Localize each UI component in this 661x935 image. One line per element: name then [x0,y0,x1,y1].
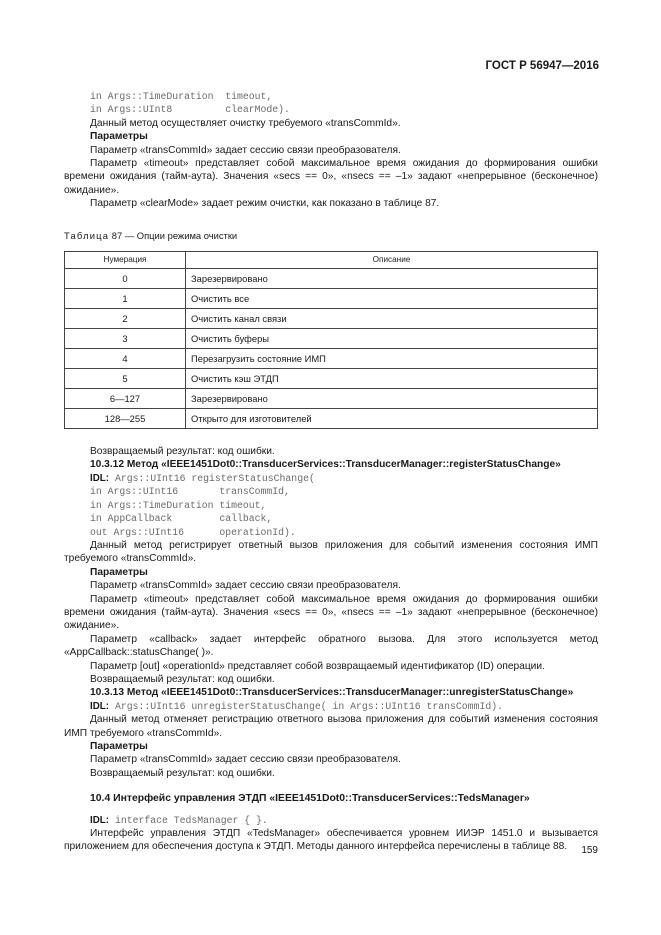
table-cell: 3 [65,329,186,349]
code-line: in AppCallback callback, [90,513,273,525]
table-cell: Открыто для изготовителей [186,409,598,429]
table-row [65,349,598,369]
idl-line [64,472,598,485]
table-cell: 2 [65,309,186,329]
paragraph: Данный метод отменяет регистрацию ответного вызова приложения для событий изменения состояния ИМП требуемого «transCommId». [64,714,598,739]
idl-label: IDL: [90,700,110,712]
table-cell: Очистить кэш ЭТДП [186,369,598,389]
paragraph: Данный метод регистрирует ответный вызов приложения для событий изменения состояния ИМП требуемого «transCommId». [64,539,598,565]
paragraph: Параметр «transCommId» задает сессию связи преобразователя. [90,144,401,156]
code-line: in Args::TimeDuration timeout, [90,91,273,102]
table-cell: Очистить канал связи [186,309,598,329]
code-line: out Args::UInt16 operationId). [90,526,296,538]
paragraph: Параметр «callback» задает интерфейс обратного вызова. Для этого используется метод «AppCallback::statusChange( )». [64,633,598,659]
table-row [65,409,598,429]
table-header-row [65,252,598,269]
table-cell: Зарезервировано [186,269,598,289]
table-row [65,329,598,349]
paragraph: Параметр «transCommId» задает сессию связи преобразователя. [90,580,401,592]
table-cell: 4 [65,349,186,369]
section-heading: 10.3.13 Метод «IEEE1451Dot0::TransducerServices::TransducerManager::unregisterStatusChange» [90,687,574,699]
document-header: ГОСТ Р 56947—2016 [485,60,599,72]
table-row [65,289,598,309]
page-content [64,90,598,854]
table-cell: 5 [65,369,186,389]
idl-label: IDL: [90,472,110,484]
column-header: Описание [186,252,598,269]
paragraph: Параметр [out] «operationId» представляет собой возвращаемый идентификатор (ID) операции. [90,660,545,672]
paragraph: Параметр «transCommId» задает сессию связи преобразователя. [90,754,401,766]
table-row [65,369,598,389]
idl-line [64,814,598,827]
paragraph: Возвращаемый результат: код ошибки. [90,767,275,779]
table-cell: 1 [65,289,186,309]
section-heading: 10.3.12 Метод «IEEE1451Dot0::TransducerServices::TransducerManager::registerStatusChange» [90,459,561,471]
params-heading: Параметры [90,566,148,578]
params-heading: Параметры [90,131,148,143]
code-line: in Args::UInt8 clearMode). [90,104,290,116]
code-line: in Args::TimeDuration timeout, [90,499,267,511]
table-cell: Перезагрузить состояние ИМП [186,349,598,369]
paragraph: Интерфейс управления ЭТДП «TedsManager» обеспечивается уровнем ИИЭР 1451.0 и вызывается приложением для обеспечения доступа к ЭТДП. Методы данного интерфейса перечислены в таблице 88. [64,828,598,853]
paragraph: Параметр «clearMode» задает режим очистки, как показано в таблице 87. [90,198,440,210]
code-line: in Args::UInt16 transCommId, [90,486,290,498]
idl-label: IDL: [90,814,110,826]
table-cell: 6—127 [65,389,186,409]
table-row [65,269,598,289]
column-header: Нумерация [65,252,186,269]
paragraph: Возвращаемый результат: код ошибки. [90,446,275,458]
table-cell: Зарезервировано [186,389,598,409]
table-caption-text: 87 — Опции режима очистки [111,229,238,241]
table-cell: Очистить буферы [186,329,598,349]
table-caption [64,229,598,242]
paragraph: Возвращаемый результат: код ошибки. [90,673,275,685]
paragraph: Параметр «timeout» представляет собой максимальное время ожидания до формирования ошибки времени ожидания (тайм-аута). Значения «secs == 0», «nsecs == –1» задают «непрерывное (бесконечное) ожидание». [64,158,598,196]
table-row [65,389,598,409]
table-caption-word: Таблица [64,229,110,241]
idl-line [64,700,598,713]
idl-signature: interface TedsManager { }. [114,814,268,826]
paragraph: Данный метод осуществляет очистку требуемого «transCommId». [90,117,401,129]
section-heading: 10.4 Интерфейс управления ЭТДП «IEEE1451Dot0::TransducerServices::TedsManager» [90,793,530,805]
idl-signature: Args::UInt16 unregisterStatusChange( in Args::UInt16 transCommId). [114,700,503,712]
idl-signature: Args::UInt16 registerStatusChange( [114,472,315,484]
clear-mode-table [64,251,598,429]
table-cell: 128—255 [65,409,186,429]
table-cell: Очистить все [186,289,598,309]
table-row [65,309,598,329]
table-cell: 0 [65,269,186,289]
paragraph: Параметр «timeout» представляет собой максимальное время ожидания до формирования ошибки времени ожидания (тайм-аута). Значения «secs == 0», «nsecs == –1» задают «непрерывное (бесконечное) ожидание». [64,593,598,632]
page-number: 159 [581,845,598,856]
params-heading: Параметры [90,741,148,752]
